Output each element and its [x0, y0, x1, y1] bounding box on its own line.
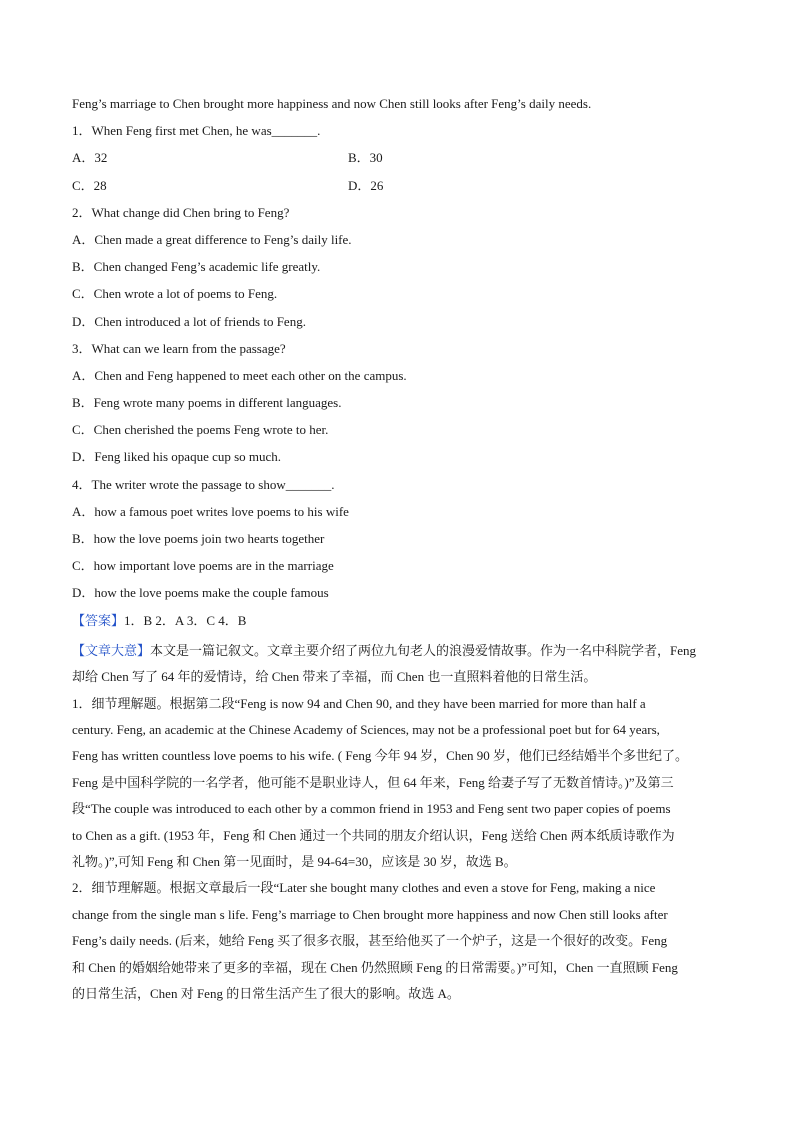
- explanation-1-line: century. Feng, an academic at the Chinese Academy of Sciences, may not be a professional poet but for 64 years,: [72, 721, 660, 737]
- question-1-options-row-1: [72, 148, 732, 175]
- question-4-option-a: A．how a famous poet writes love poems to his wife: [72, 503, 349, 519]
- question-4-option-d: D．how the love poems make the couple famous: [72, 585, 329, 601]
- explanation-1-line: to Chen as a gift. (1953 年，Feng 和 Chen 通过一个共同的朋友介绍认识，Feng 送给 Chen 两本纸质诗歌作为: [72, 827, 675, 843]
- explanation-1-line: 1．细节理解题。根据第二段“Feng is now 94 and Chen 90, and they have been married for more than half a: [72, 695, 646, 711]
- question-1-option-b: B．30: [348, 150, 383, 166]
- question-2-stem: 2．What change did Chen bring to Feng?: [72, 204, 290, 220]
- summary-tag: 【文章大意】: [72, 642, 151, 658]
- explanation-1-line: 段“The couple was introduced to each other by a common friend in 1953 and Feng sent two paper copies of poems: [72, 801, 671, 817]
- question-1-option-d: D．26: [348, 177, 384, 193]
- question-2-option-d: D．Chen introduced a lot of friends to Feng.: [72, 313, 306, 329]
- answer-text: 1．B 2．A 3．C 4．B: [124, 612, 247, 628]
- question-2-option-b: B．Chen changed Feng’s academic life greatly.: [72, 259, 321, 275]
- question-2-option-a: A．Chen made a great difference to Feng’s daily life.: [72, 231, 352, 247]
- question-2-option-c: C．Chen wrote a lot of poems to Feng.: [72, 286, 278, 302]
- question-4-option-c: C．how important love poems are in the marriage: [72, 558, 334, 574]
- explanation-1-line: Feng 是中国科学院的一名学者，他可能不是职业诗人，但 64 年来，Feng 给妻子写了无数首情诗。)”及第三: [72, 774, 674, 790]
- explanation-2-line: Feng’s daily needs. (后来，她给 Feng 买了很多衣服，甚至给他买了一个炉子，这是一个很好的改变。Feng: [72, 933, 668, 949]
- question-4-option-b: B．how the love poems join two hearts together: [72, 531, 325, 546]
- question-3-option-d: D．Feng liked his opaque cup so much.: [72, 449, 282, 465]
- question-1-stem: 1．When Feng first met Chen, he was_______.: [72, 123, 321, 139]
- question-1-option-c: C．28: [72, 177, 107, 193]
- intro-line: Feng’s marriage to Chen brought more happiness and now Chen still looks after Feng’s daily needs.: [72, 96, 592, 111]
- question-3-option-a: A．Chen and Feng happened to meet each other on the campus.: [72, 367, 407, 383]
- explanation-2-line: change from the single man s life. Feng’s marriage to Chen brought more happiness and now Chen still looks after: [72, 906, 668, 922]
- question-3-option-b: B．Feng wrote many poems in different languages.: [72, 395, 342, 411]
- explanation-2: [72, 875, 732, 1007]
- answer-tag: 【答案】: [72, 612, 125, 628]
- question-3-option-c: C．Chen cherished the poems Feng wrote to her.: [72, 422, 329, 438]
- explanation-2-line: 和 Chen 的婚姻给她带来了更多的幸福，现在 Chen 仍然照顾 Feng 的日常需要。)”可知，Chen 一直照顾 Feng: [72, 959, 678, 975]
- summary-text-1: 本文是一篇记叙文。文章主要介绍了两位九旬老人的浪漫爱情故事。作为一名中科院学者，Feng: [150, 642, 697, 658]
- question-4-stem: 4．The writer wrote the passage to show_______.: [72, 476, 335, 492]
- summary-line-2: 却给 Chen 写了 64 年的爱情诗，给 Chen 带来了幸福，而 Chen 也一直照料着他的日常生活。: [72, 669, 597, 685]
- document-page: [72, 94, 732, 1007]
- question-1-options-row-2: [72, 176, 732, 203]
- question-1-option-a: A．32: [72, 150, 108, 166]
- explanation-2-line: 的日常生活，Chen 对 Feng 的日常生活产生了很大的影响。故选 A。: [72, 986, 460, 1002]
- summary-paragraph: [72, 638, 732, 691]
- question-3-stem: 3．What can we learn from the passage?: [72, 340, 286, 356]
- explanation-1: [72, 691, 732, 876]
- summary-line-1: [72, 638, 732, 664]
- explanation-1-line: Feng has written countless love poems to his wife. ( Feng 今年 94 岁，Chen 90 岁，他们已经结婚半个多世纪了。: [72, 748, 689, 764]
- explanation-2-line: 2．细节理解题。根据文章最后一段“Later she bought many clothes and even a stove for Feng, making a nice: [72, 880, 656, 896]
- answer-line: [72, 611, 732, 638]
- explanation-1-line: 礼物。)”,可知 Feng 和 Chen 第一见面时，是 94-64=30，应该是 30 岁，故选 B。: [72, 854, 517, 869]
